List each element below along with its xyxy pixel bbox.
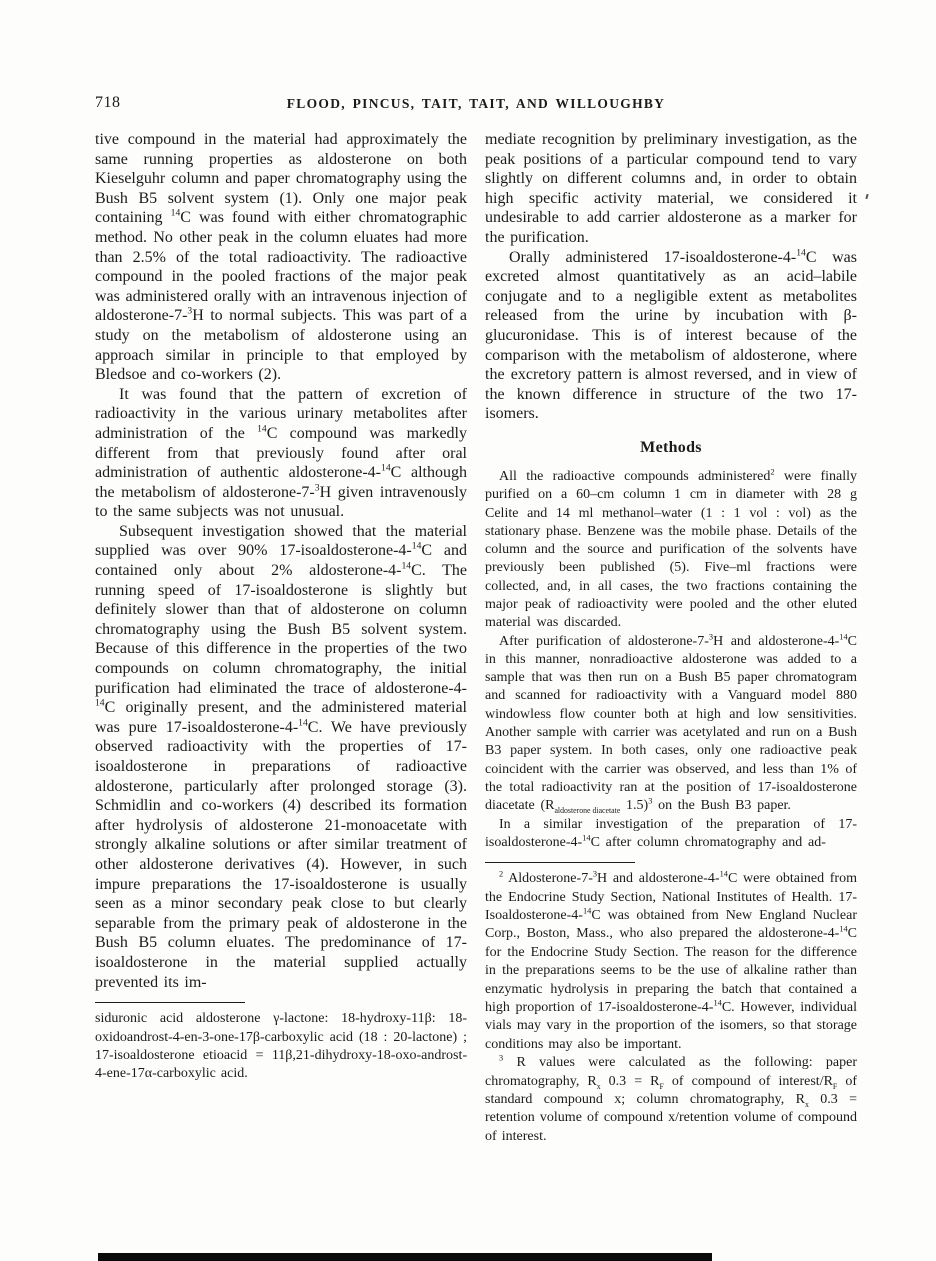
methods-paragraph: All the radioactive compounds administered$^2$ were finally purified on a 60–cm column 1 cm in diameter with 28 g Celite and 14 ml methanol–water (1 : 1 vol : vol) as the stationary phase. Benzene was the mobile phase. Details of the column and the source and purification of the solvents have previously been published (5). Five–ml fractions were collected, and, in all cases, the two fractions containing the major peak of radioactivity were pooled and the other eluted material was discarded. [485, 467, 857, 631]
left-column [95, 130, 467, 1146]
scan-artifact-bar [98, 1253, 712, 1261]
methods-paragraph: After purification of aldosterone-7-$^3$H and aldosterone-4-$^{14}$C in this manner, nonradioactive aldosterone was added to a sample that was then run on a Bush B5 paper chromatogram and scanned for radioactivity with a Vanguard model 880 windowless flow counter both at high and low sensitivities. Another sample with carrier was acetylated and run on a Bush B3 paper system. In both cases, only one radioactive peak coincident with the carrier was observed, and less than 1% of the total radioactivity ran at the position of 17-isoaldosterone diacetate ($R_{aldosterone diacetate}$ 1.5)$^3$ on the Bush B3 paper. [485, 631, 857, 816]
footnote-2: $^2$ Aldosterone-7-$^3$H and aldosterone-4-$^{14}$C were obtained from the Endocrine Study Section, National Institutes of Health. 17-Isoaldosterone-4-$^{14}$C was obtained from New England Nuclear Corp., Boston, Mass., who also prepared the aldosterone-4-$^{14}$C for the Endocrine Study Section. The reason for the difference in the preparations seems to be the use of alkaline rather than enzymatic hydrolysis in preparing the batch that contained a high proportion of 17-isoaldosterone-4-$^{14}$C. However, individual vials may vary in the proportion of the isomers, so that storage conditions may also be important. [485, 869, 858, 1052]
footnote-rule [95, 1002, 245, 1003]
paragraph: Orally administered 17-isoaldosterone-4-$^{14}$C was excreted almost quantitatively as an acid–labile conjugate and to a negligible extent as metabolites released from the urine by incubation with β-glucuronidase. This is of interest because of the comparison with the metabolism of aldosterone, where the excretory pattern is almost reversed, and in view of the known difference in structure of the two 17-isomers. [485, 247, 858, 423]
scan-speck [865, 194, 868, 199]
paragraph: tive compound in the material had approximately the same running properties as aldosterone on both Kieselguhr column and paper chromatography using the Bush B5 solvent system (1). Only one major peak containing $^{14}$C was found with either chromatographic method. No other peak in the column eluates had more than 2.5% of the total radioactivity. The radioactive compound in the pooled fractions of the major peak was administered orally with an intravenous injection of aldosterone-7-$^3$H to normal subjects. This was part of a study on the metabolism of aldosterone using an approach similar in principle to that employed by Bledsoe and co-workers (2). [95, 131, 468, 384]
methods-paragraph: In a similar investigation of the preparation of 17-isoaldosterone-4-$^{14}$C after column chromatography and ad- [485, 816, 857, 850]
right-column [485, 130, 857, 1146]
methods-heading: Methods [640, 438, 702, 456]
paragraph: mediate recognition by preliminary investigation, as the peak positions of a particular compound tend to vary slightly on different columns and, in order to obtain high specific activity material, we considered it undesirable to add carrier aldosterone as a marker for the purification. [485, 131, 857, 246]
text-columns [95, 130, 857, 1146]
footnote-rule [485, 862, 635, 863]
footnote-3: $^3$ R values were calculated as the following: paper chromatography, $R_x$ $0.3 = R_F$ of compound of interest/$R_F$ of standard compound x; column chromatography, $R_x$ 0.3 = retention volume of compound x/retention volume of compound of interest. [485, 1053, 857, 1144]
paragraph: Subsequent investigation showed that the material supplied was over 90% 17-isoaldosterone-4-$^{14}$C and contained only about 2% aldosterone-4-$^{14}$C. The running speed of 17-isoaldosterone is slightly but definitely slower than that of aldosterone on column chromatography using the Bush B5 solvent system. Because of this difference in the properties of the two compounds on column chromatography, the initial purification had eliminated the trace of aldosterone-4-$^{14}$C originally present, and the administered material was pure 17-isoaldosterone-4-$^{14}$C. We have previously observed radioactivity with the properties of 17-isoaldosterone in preparations of radioactive aldosterone, particularly after prolonged storage (3). Schmidlin and co-workers (4) described its formation after hydrolysis of aldosterone 21-monoacetate with strongly alkaline solutions or after similar treatment of other aldosterone derivatives (4). However, in such impure preparations the 17-isoaldosterone is usually seen as a minor secondary peak close to but clearly separable from the primary peak of aldosterone in the Bush B5 column eluates. The predominance of 17-isoaldosterone in the material supplied actually prevented its im- [95, 522, 468, 991]
page-number: 718 [95, 94, 121, 111]
paragraph: It was found that the pattern of excretion of radioactivity in the various urinary metabolites after administration of the $^{14}$C compound was markedly different from that previously found after oral administration of authentic aldosterone-4-$^{14}$C although the metabolism of aldosterone-7-$^3$H given intravenously to the same subjects was not unusual. [95, 385, 468, 521]
footnote-continuation: siduronic acid aldosterone γ-lactone: 18-hydroxy-11β: 18-oxidoandrost-4-en-3-one-17β-carboxylic acid (18 : 20-lactone) ; 17-isoaldosterone etioacid = 11β,21-dihydroxy-18-oxo-androst-4-ene-17α-carboxylic acid. [95, 1011, 467, 1082]
running-head: FLOOD, PINCUS, TAIT, TAIT, AND WILLOUGHBY [286, 96, 666, 111]
page-header [95, 94, 857, 116]
